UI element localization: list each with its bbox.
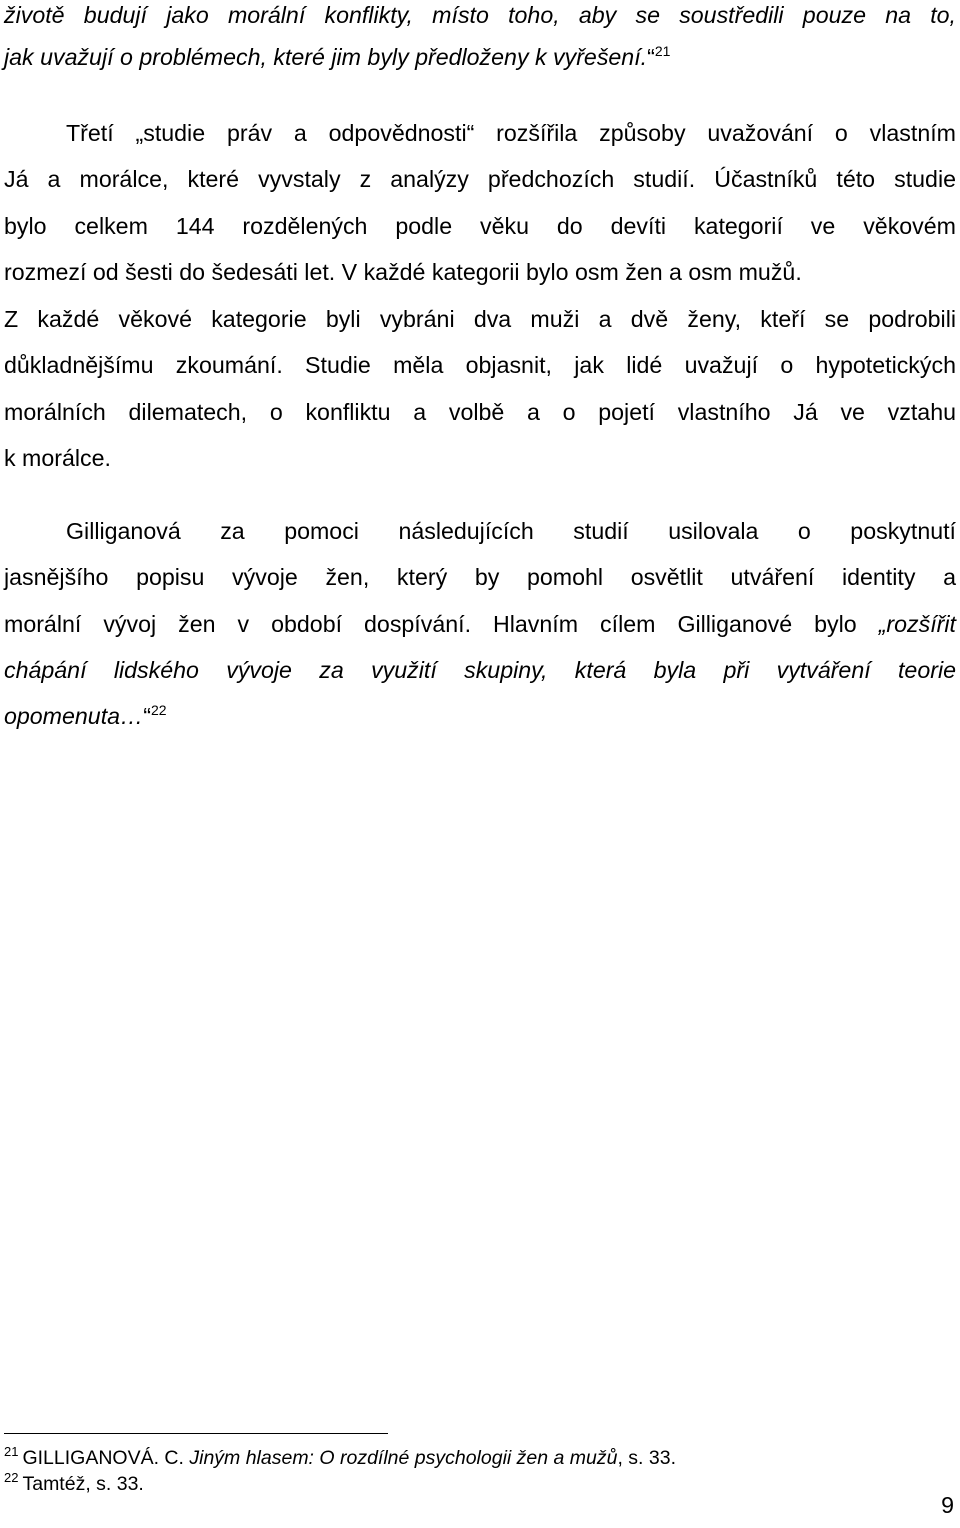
footnote-title: Jiným hlasem: O rozdílné psychologii žen a mužů bbox=[189, 1447, 618, 1469]
footnote-text: Tamtéž, s. 33. bbox=[22, 1473, 144, 1495]
paragraph-3-line-2: jasnějšího popisu vývoje žen, který by pomohl osvětlit utváření identity a bbox=[4, 564, 956, 590]
page-number: 9 bbox=[941, 1492, 954, 1518]
footnote-author: GILLIGANOVÁ. C. bbox=[22, 1447, 184, 1469]
closing-quote: “ bbox=[143, 703, 151, 729]
paragraph-3-line-3: morální vývoj žen v období dospívání. Hlavním cílem Gilliganové bylo „rozšířit bbox=[4, 611, 956, 637]
paragraph-2-line-5: Z každé věkové kategorie byli vybráni dva muži a dvě ženy, kteří se podrobili bbox=[4, 306, 956, 332]
paragraph-2-line-1: Třetí „studie práv a odpovědnosti“ rozšířila způsoby uvažování o vlastním bbox=[66, 120, 956, 146]
footnote-ref-21[interactable]: 21 bbox=[654, 43, 671, 59]
paragraph-2-line-3: bylo celkem 144 rozdělených podle věku do devíti kategorií ve věkovém bbox=[4, 213, 956, 239]
paragraph-1-line-2: jak uvažují o problémech, které jim byly předloženy k vyřešení.“$^{21}$ bbox=[4, 43, 671, 70]
footnote-number: 22 bbox=[4, 1470, 19, 1485]
paragraph-3-line-1: Gilliganová za pomoci následujících studií usilovala o poskytnutí bbox=[66, 518, 956, 544]
paragraph-2-line-4: rozmezí od šesti do šedesáti let. V každé kategorii bylo osm žen a osm mužů. bbox=[4, 259, 802, 285]
footnote-separator bbox=[4, 1433, 388, 1434]
footnote-number: 21 bbox=[4, 1444, 19, 1459]
paragraph-1-line-1: životě budují jako morální konflikty, místo toho, aby se soustředili pouze na to, bbox=[4, 2, 956, 28]
footnote-22 bbox=[4, 1472, 144, 1496]
paragraph-3-line-4: chápání lidského vývoje za využití skupiny, která byla při vytváření teorie bbox=[4, 657, 956, 683]
closing-quote: “ bbox=[647, 44, 655, 70]
paragraph-2-line-7: morálních dilematech, o konfliktu a volbě a o pojetí vlastního Já ve vztahu bbox=[4, 399, 956, 425]
footnote-ref-22[interactable]: 22 bbox=[150, 702, 167, 718]
paragraph-3-line-5: opomenuta…“$^{22}$ bbox=[4, 702, 167, 729]
footnote-pages: , s. 33. bbox=[617, 1447, 676, 1469]
paragraph-2-line-8: k morálce. bbox=[4, 445, 111, 471]
footnote-21 bbox=[4, 1446, 676, 1470]
paragraph-2-line-2: Já a morálce, které vyvstaly z analýzy předchozích studií. Účastníků této studie bbox=[4, 166, 956, 192]
paragraph-2-line-6: důkladnějšímu zkoumání. Studie měla objasnit, jak lidé uvažují o hypotetických bbox=[4, 352, 956, 378]
